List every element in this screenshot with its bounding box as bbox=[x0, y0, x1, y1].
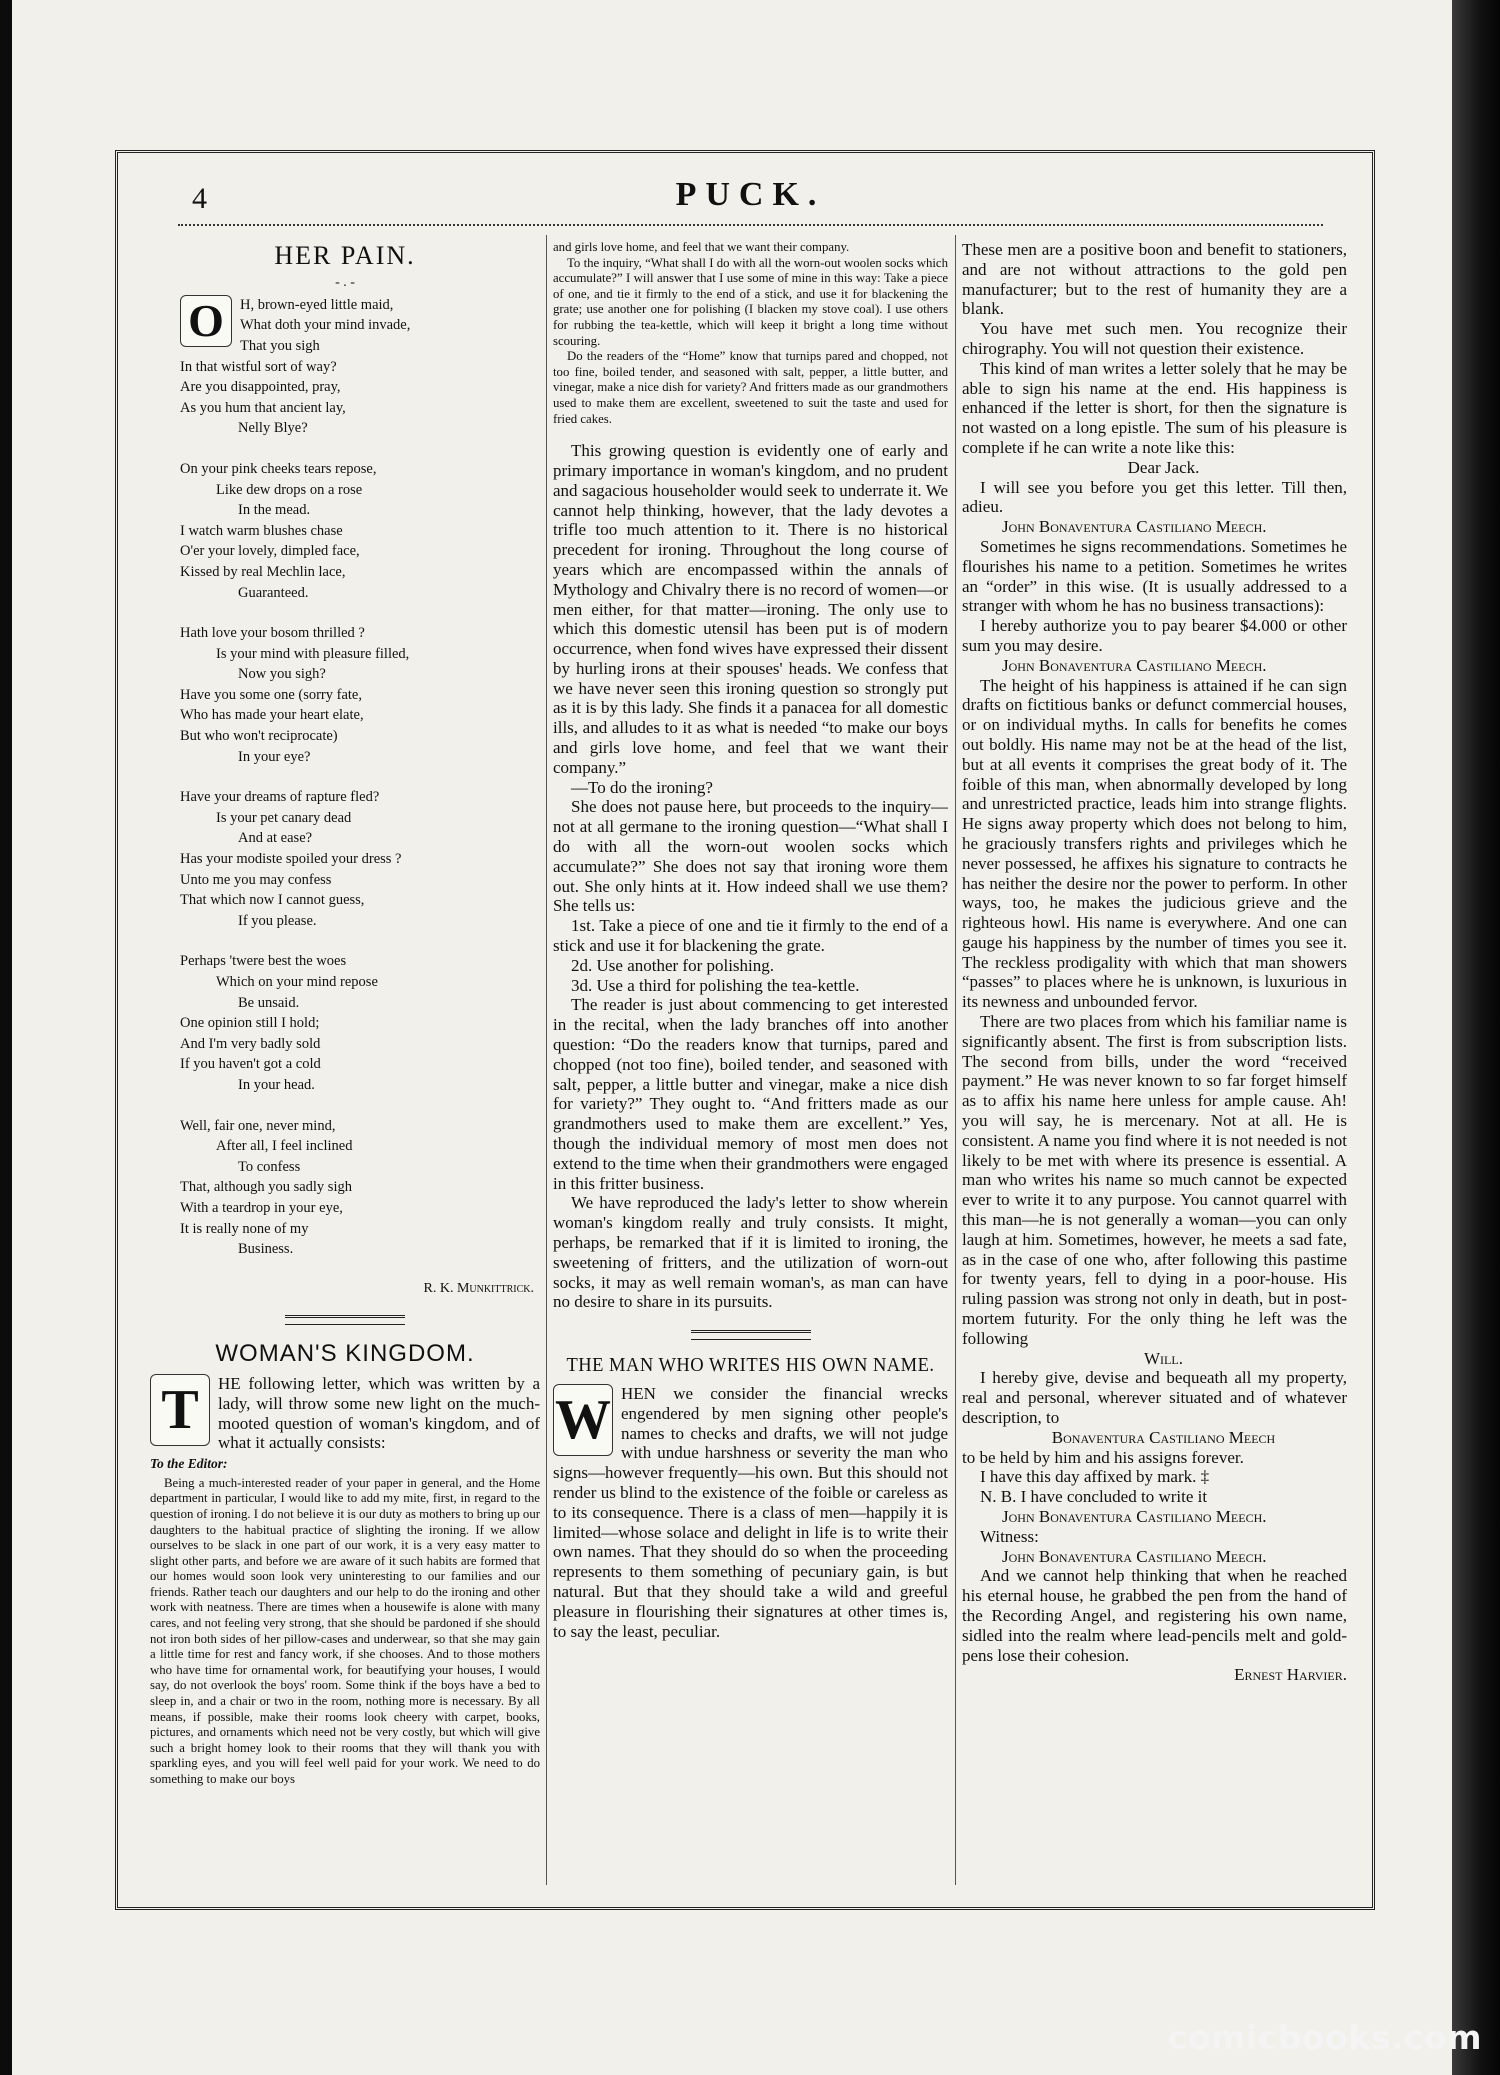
poem-line: But who won't reciprocate) bbox=[180, 728, 338, 745]
poem-line: That you sigh bbox=[240, 337, 320, 354]
paragraph: This kind of man writes a letter solely that he may be able to sign his name at the end. His happiness is enhanced if the letter is short, for then the signature is not wasted on a long epistle. The sum of his pleasure is complete if he can write a note like this: bbox=[962, 358, 1347, 457]
poem-line: If you please. bbox=[238, 912, 317, 929]
witness-label: Witness: bbox=[980, 1526, 1039, 1546]
poem-line: One opinion still I hold; bbox=[180, 1015, 320, 1032]
poem-stanza bbox=[180, 787, 540, 931]
letter-paragraph: To the inquiry, “What shall I do with all the worn-out woolen socks which accumulate?” I will answer that I use some of mine in this way: Take a piece of one, and tie it firmly to the end of a stick, and use it for blackening the grate; use another one for polishing (I blacken my stove coal). I use others for rubbing the tea-kettle, which will keep it bright a long time without scouring. bbox=[553, 255, 948, 348]
commentary-paragraph: 1st. Take a piece of one and tie it firmly to the end of a stick and use it for blackening the grate. bbox=[553, 916, 948, 956]
poem-line: On your pink cheeks tears repose, bbox=[180, 460, 377, 477]
will-nb: N. B. I have concluded to write it bbox=[980, 1487, 1208, 1507]
signature-meech: John Bonaventura Castiliano Meech. bbox=[1002, 517, 1267, 537]
poem-title: HER PAIN. bbox=[274, 241, 416, 270]
signature-meech: John Bonaventura Castiliano Meech. bbox=[1002, 1546, 1267, 1566]
poem-line: Who has made your heart elate, bbox=[180, 707, 364, 724]
paragraph: There are two places from which his familiar name is significantly absent. The first is from subscription lists. The second from bills, under the word “received payment.” He was never known to so far forget himself as to affix his name here unless for ample cause. Ah! you will say, he is mercenary. Not at all. He is consistent. A name you find where it is not needed is not likely to be met with where its presence is essential. A man who writes his name so much cannot be expected ever to write it to any purpose. You cannot quarrel with this man—he is not generally a woman—you can only laugh at him. Sometimes, however, he meets a sad fate, as in the case of one who, after following this pastime for twenty years, fell to dying in a poor-house. His ruling passion was strong not only in death, but in post-mortem futurity. For the only thing he left was the following bbox=[962, 1012, 1347, 1348]
commentary-paragraph: 3d. Use a third for polishing the tea-kettle. bbox=[571, 975, 860, 995]
will-heading: Will. bbox=[1144, 1348, 1183, 1368]
letter-paragraph: and girls love home, and feel that we want their company. bbox=[553, 240, 850, 254]
page-binding-edge bbox=[1452, 0, 1500, 2075]
page-number: 4 bbox=[192, 182, 207, 215]
name-article-continued bbox=[962, 240, 1347, 1685]
poem-line: After all, I feel inclined bbox=[216, 1138, 353, 1155]
will-text: I hereby give, devise and bequeath all my property, real and personal, wherever situated and of whatever description, to bbox=[962, 1368, 1347, 1428]
dropcap-o: O bbox=[180, 295, 232, 347]
kingdom-intro-text: HE following letter, which was written by a lady, will throw some new light on the much-mooted question of woman's kingdom, and of what it actually consists: bbox=[218, 1374, 540, 1453]
poem-line: Kissed by real Mechlin lace, bbox=[180, 563, 346, 580]
title-ornament: - . - bbox=[335, 274, 355, 290]
poem-line: Nelly Blye? bbox=[238, 420, 308, 437]
poem-line: If you haven't got a cold bbox=[180, 1056, 321, 1073]
author-signature: Ernest Harvier. bbox=[1234, 1665, 1347, 1685]
dropcap-t: T bbox=[150, 1374, 210, 1446]
poem-line: In the mead. bbox=[238, 502, 311, 519]
signature-meech: John Bonaventura Castiliano Meech. bbox=[1002, 1507, 1267, 1526]
poem-body bbox=[180, 295, 540, 1260]
paragraph: And we cannot help thinking that when he reached his eternal house, he grabbed the pen from the hand of the Recording Angel, and registering his own name, sidled into the realm where lead-pencils melt and gold-pens lose their cohesion. bbox=[962, 1566, 1347, 1665]
poem-line: I watch warm blushes chase bbox=[180, 522, 343, 539]
dropcap-w: W bbox=[553, 1384, 613, 1456]
poem-stanza bbox=[180, 1116, 540, 1260]
poem-stanza bbox=[180, 623, 540, 767]
watermark: comicbooks.com bbox=[1167, 2018, 1482, 2057]
poem-line: Be unsaid. bbox=[238, 994, 300, 1011]
poem-stanza bbox=[180, 951, 540, 1095]
commentary-paragraph: We have reproduced the lady's letter to show wherein woman's kingdom really and truly consists. It might, perhaps, be remarked that if it is limited to ironing, the sweetening of fritters, and the utilization of worn-out socks, it may as well remain woman's, as man can have no desire to share in its pursuits. bbox=[553, 1193, 948, 1312]
paragraph: Sometimes he signs recommendations. Sometimes he flourishes his name to a petition. Sometimes he writes an “order” in this wise. (It is usually addressed to a stranger with whom he has no business transactions): bbox=[962, 536, 1347, 616]
poem-line: As you hum that ancient lay, bbox=[180, 399, 346, 416]
section-divider bbox=[285, 1315, 405, 1325]
poem-line: In your head. bbox=[238, 1076, 315, 1093]
header-rule bbox=[178, 224, 1323, 226]
column-rule bbox=[546, 235, 547, 1885]
paragraph: You have met such men. You recognize their chirography. You will not question their existence. bbox=[962, 319, 1347, 358]
note-text: I will see you before you get this letter. Till then, adieu. bbox=[962, 477, 1347, 517]
poem-line: Which on your mind repose bbox=[216, 974, 378, 991]
commentary-paragraph: 2d. Use another for polishing. bbox=[571, 955, 775, 975]
column-rule bbox=[955, 235, 956, 1885]
poem-line: Like dew drops on a rose bbox=[216, 481, 363, 498]
letter-paragraph: Do the readers of the “Home” know that turnips pared and chopped, not too fine, boiled tender, and seasoned with salt, pepper, a little butter, and vinegar, make a nice dish for variety? And fritters made as our grandmothers used to make them are excellent, sweetened to suit the taste and used for fried cakes. bbox=[553, 349, 948, 426]
column-2 bbox=[553, 240, 948, 1880]
masthead: PUCK. bbox=[675, 176, 826, 213]
column-3 bbox=[962, 240, 1347, 1880]
name-article-title: THE MAN WHO WRITES HIS OWN NAME. bbox=[566, 1355, 935, 1377]
poem-line: In your eye? bbox=[238, 748, 311, 765]
name-article-opening bbox=[553, 1384, 948, 1641]
commentary-paragraph: The reader is just about commencing to get interested in the recital, when the lady branches off into another question: “Do the readers know that turnips, pared and chopped (not too fine), boiled tender, and seasoned with salt, pepper, a little butter and vinegar, make a nice dish for variety?” They ought to. “And fritters made as our grandmothers used to make them are excellent.” Yes, though the individual memory of most men does not extend to the time when their grandmothers were engaged in this fritter business. bbox=[553, 995, 948, 1193]
kingdom-intro bbox=[150, 1374, 540, 1453]
commentary-paragraph: —To do the ironing? bbox=[571, 777, 713, 797]
poem-line: Have you some one (sorry fate, bbox=[180, 686, 362, 703]
poem-line: It is really none of my bbox=[180, 1220, 309, 1237]
poem-line: And I'm very badly sold bbox=[180, 1035, 321, 1052]
poem-line: With a teardrop in your eye, bbox=[180, 1199, 343, 1216]
poem-stanza bbox=[180, 295, 540, 439]
page-header bbox=[178, 176, 1323, 224]
editor-salutation: To the Editor: bbox=[150, 1456, 228, 1472]
poem-line: Business. bbox=[238, 1241, 294, 1258]
poem-line: H, brown-eyed little maid, bbox=[240, 296, 394, 313]
poem-line: Is your mind with pleasure filled, bbox=[216, 645, 410, 662]
poem-line: Guaranteed. bbox=[238, 584, 309, 601]
letter-part-1 bbox=[150, 1476, 540, 1788]
poem-line: Perhaps 'twere best the woes bbox=[180, 953, 347, 970]
poem-line: And at ease? bbox=[238, 830, 313, 847]
column-1 bbox=[150, 240, 540, 1880]
poem-line: Is your pet canary dead bbox=[216, 809, 352, 826]
poem-signature: R. K. Munkittrick. bbox=[423, 1280, 534, 1296]
commentary-paragraph: This growing question is evidently one of early and primary importance in woman's kingdom, and no prudent and sagacious householder would seek to underrate it. We cannot help thinking, however, that the lady devotes a trifle too much attention to it. There is no historical precedent for ironing. Throughout the long course of years which are encompassed within the annals of Mythology and Chivalry there is no record of women—or men either, for that matter—ironing. The only use to which this domestic utensil has been put is of modern occurrence, when fond wives have expressed their dissent by hurling irons at their spouses' heads. We confess that we have never seen this ironing question so strongly put as it is by this lady. She finds it a panacea for all domestic ills, and alludes to it as what is needed “to make our boys and girls love home, and feel that we want their company.” bbox=[553, 441, 948, 777]
name-article-opening-text: HEN we consider the financial wrecks engendered by men signing other people's names to checks and drafts, we will not judge with undue harshness or severity the man who signs—however frequently—his own. But this should not render us blind to the existence of the foible or careless as to its consequence. There is a class of men—happily it is limited—whose solace and delight in life is to write their own names. That they should do so when the proceeding represents to them something of pecuniary gain, is but natural. But that they should take a wild and greeful pleasure in flourishing their signatures at other times is, to say the least, peculiar. bbox=[553, 1383, 948, 1641]
kingdom-title: WOMAN'S KINGDOM. bbox=[215, 1339, 475, 1367]
poem-line: Hath love your bosom thrilled ? bbox=[180, 625, 365, 642]
section-divider bbox=[691, 1330, 811, 1340]
poem-line: In that wistful sort of way? bbox=[180, 358, 337, 375]
will-assigns: to be held by him and his assigns forever. bbox=[962, 1447, 1244, 1467]
poem-line: That, although you sadly sigh bbox=[180, 1179, 352, 1196]
will-mark: I have this day affixed by mark. ‡ bbox=[980, 1467, 1210, 1487]
commentary-paragraph: She does not pause here, but proceeds to the inquiry—not at all germane to the ironing question—“What shall I do with all the worn-out woolen socks which accumulate?” She does not say that ironing wore them out. She only hints at it. How indeed shall we use them? She tells us: bbox=[553, 797, 948, 916]
poem-line: Well, fair one, never mind, bbox=[180, 1117, 336, 1134]
order-text: I hereby authorize you to pay bearer $4.000 or other sum you may desire. bbox=[962, 616, 1347, 655]
poem-line: That which now I cannot guess, bbox=[180, 892, 365, 909]
poem-line: To confess bbox=[238, 1158, 301, 1175]
beneficiary: Bonaventura Castiliano Meech bbox=[1051, 1427, 1276, 1447]
poem-stanza bbox=[180, 459, 540, 603]
poem-line: Unto me you may confess bbox=[180, 871, 332, 888]
poem-line: Are you disappointed, pray, bbox=[180, 379, 341, 396]
poem-line: What doth your mind invade, bbox=[240, 317, 411, 334]
poem-line: O'er your lovely, dimpled face, bbox=[180, 543, 360, 560]
paragraph: These men are a positive boon and benefit to stationers, and are not without attractions to the gold pen manufacturer; but to the rest of humanity they are a blank. bbox=[962, 240, 1347, 319]
signature-meech: John Bonaventura Castiliano Meech. bbox=[1002, 655, 1267, 675]
paragraph: The height of his happiness is attained if he can sign drafts on fictitious banks or defunct commercial houses, or on individual myths. In calls for benefits he comes out boldly. His name may not be at the head of the list, but at all events it comprises the great body of it. The foible of this man, when abnormally developed by long and unrestricted practice, leads him into strange flights. He signs away property which does not belong to him, he graciously transfers rights and privileges which he never possessed, he affixes his signature to contracts he has neither the desire nor the power to perform. In other ways, too, he makes the judicious grieve and the righteous howl. His name is everywhere. And one can gauge his happiness by the number of times you see it. The reckless prodigality with which that man showers “passes” to places where he is unknown, is luxurious in its newness and unbounded fervor. bbox=[962, 675, 1347, 1012]
poem-line: Have your dreams of rapture fled? bbox=[180, 789, 380, 806]
poem-line: Now you sigh? bbox=[238, 666, 326, 683]
note-salutation: Dear Jack. bbox=[1127, 457, 1200, 477]
poem-line: Has your modiste spoiled your dress ? bbox=[180, 851, 402, 868]
letter-paragraph: Being a much-interested reader of your paper in general, and the Home department in particular, I would like to add my mite, first, in regard to the question of ironing. I do not believe it is our duty as mothers to bring up our daughters to the habitual practice of slighting the ironing. If we allow ourselves to be slack in one part of our work, it is a very easy matter to slight other parts, and before we are aware of it such habits are formed that our homes would soon look very uninteresting to our families and our friends. Rather teach our daughters and our help to do the ironing and other work with neatness. There are times when a housewife is alone with many cares, and not feeling very strong, that she should be pardoned if she should not iron both sides of her pillow-cases and underwear, so that she may gain a little time for rest and fancy work, if she chooses. And to those mothers who have time for ornamental work, for beautifying your houses, I would say, do not overlook the boys' room. Some think if the boys have a bed to sleep in, and a chair or two in the room, nothing more is necessary. By all means, if possible, make their rooms look cheery with carpet, books, pictures, and ornaments which need not be very costly, but which will give such a bright homey look to their rooms that they will thank you with sparkling eyes, and you will feel well paid for your work. We need to do something to make our boys bbox=[150, 1475, 540, 1787]
letter-part-2 bbox=[553, 240, 948, 427]
kingdom-commentary bbox=[553, 441, 948, 1312]
